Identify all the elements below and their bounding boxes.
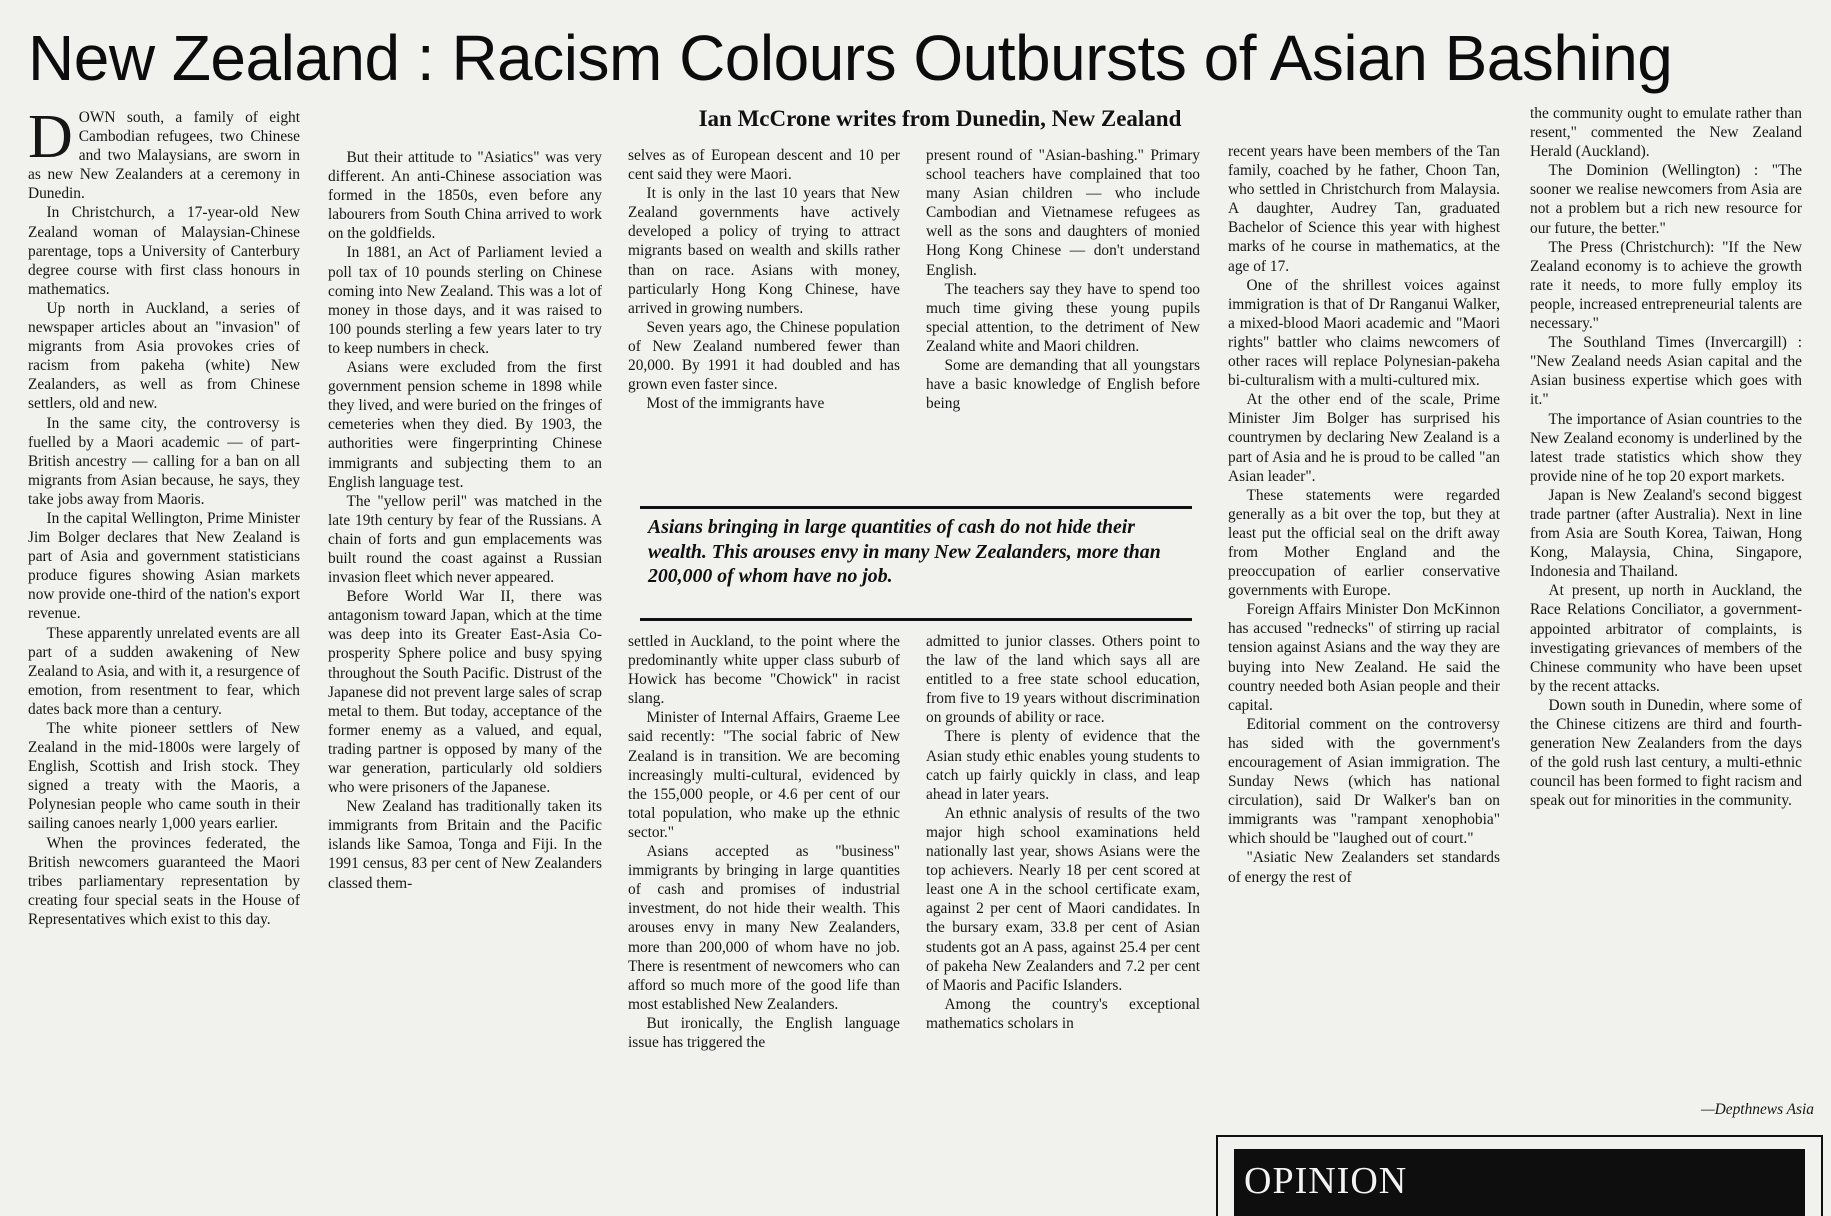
article-paragraph: Asians were excluded from the first government pension scheme in 1898 while they lived, and were buried on the fringes of cemeteries when they died. By 1903, the authorities were fingerprinting Chinese immigrants and subjecting them to an English language test.	[328, 359, 602, 491]
article-column-1	[28, 108, 300, 1190]
article-paragraph: Editorial comment on the controversy has sided with the government's encouragement of Asian immigration. The Sunday News (which has national circulation), said Dr Walker's ban on immigrants was "rampant xenophobia" which should be "laughed out of court."	[1228, 715, 1500, 848]
article-paragraph: selves as of European descent and 10 per cent said they were Maori.	[628, 147, 900, 184]
article-paragraph: The Dominion (Wellington) : "The sooner we realise newcomers from Asia are not a problem but a rich new resource for our future, the better."	[1530, 162, 1802, 237]
article-paragraph: The "yellow peril" was matched in the late 19th century by fear of the Russians. A chain of forts and gun emplacements was built round the coast against a Russian invasion fleet which never appeared.	[328, 492, 602, 587]
article-paragraph: Asians accepted as "business" immigrants by bringing in large quantities of cash and promises of industrial investment, do not hide their wealth. This arouses envy in many New Zealanders, more than 200,000 of whom have no job. There is resentment of newcomers who can afford so much more of the good life than most established New Zealanders.	[628, 843, 900, 1013]
headline: New Zealand : Racism Colours Outbursts of Asian Bashing	[28, 22, 1673, 94]
article-paragraph: An ethnic analysis of results of the two major high school examinations held nationally last year, shows Asians were the top achievers. Nearly 18 per cent scored at least one A in the school certificate exam, against 2 per cent of Maori candidates. In the bursary exam, 33.8 per cent of Asian students got an A pass, against 25.4 per cent of pakeha New Zealanders and 7.2 per cent of Maoris and Pacific Islanders.	[926, 804, 1200, 994]
pullquote-bottom-rule	[640, 618, 1192, 621]
article-paragraph: In 1881, an Act of Parliament levied a poll tax of 10 pounds sterling on Chinese coming into New Zealand. This was a lot of money in those days, and it was raised to 100 pounds sterling a few years later to try to keep numbers in check.	[328, 244, 602, 357]
opinion-label: OPINION	[1244, 1160, 1408, 1202]
article-paragraph: At the other end of the scale, Prime Minister Jim Bolger has surprised his countrymen by declaring New Zealand is a part of Asia and he is proud to be called "an Asian leader".	[1228, 391, 1500, 485]
article-column-5	[1228, 142, 1500, 1128]
article-paragraph: The importance of Asian countries to the New Zealand economy is underlined by the latest trade statistics which show they provide nine of he top 20 export markets.	[1530, 410, 1802, 485]
article-paragraph: These apparently unrelated events are all part of a sudden awakening of New Zealand to Asia, and with it, a resurgence of emotion, from resentment to fear, which dates back more than a century.	[28, 624, 300, 718]
article-column-4-lower	[926, 632, 1200, 1192]
opinion-banner	[1234, 1149, 1805, 1216]
article-column-6	[1530, 104, 1802, 1096]
article-paragraph: When the provinces federated, the British newcomers guaranteed the Maori tribes parliamentary representation by creating four special seats in the House of Representatives which exist to this day.	[28, 834, 300, 928]
article-paragraph: Some are demanding that all youngstars have a basic knowledge of English before being	[926, 357, 1200, 413]
byline: Ian McCrone writes from Dunedin, New Zealand	[698, 106, 1182, 131]
article-paragraph: But their attitude to "Asiatics" was very different. An anti-Chinese association was formed in the 1850s, even before any labourers from South China arrived to work on the goldfields.	[328, 149, 602, 243]
pullquote: Asians bringing in large quantities of cash do not hide their wealth. This arouses envy in many New Zealanders, more than 200,000 of whom have no job.	[648, 516, 1161, 587]
article-paragraph: In the capital Wellington, Prime Minister Jim Bolger declares that New Zealand is part of Asia and government statisticians produce figures showing Asian markets now provide one-third of the nation's export revenue.	[28, 509, 300, 623]
article-paragraph: But ironically, the English language issue has triggered the	[628, 1014, 900, 1051]
signoff-credit: —Depthnews Asia	[1700, 1101, 1814, 1118]
article-paragraph: "Asiatic New Zealanders set standards of energy the rest of	[1228, 849, 1500, 886]
article-paragraph: New Zealand has traditionally taken its immigrants from Britain and the Pacific islands like Samoa, Tonga and Fiji. In the 1991 census, 83 per cent of New Zealanders classed them-	[328, 798, 602, 892]
article-paragraph: settled in Auckland, to the point where the predominantly white upper class suburb of Howick has become "Chowick" in racist slang.	[628, 633, 900, 708]
article-paragraph: In Christchurch, a 17-year-old New Zealand woman of Malaysian-Chinese parentage, tops a University of Canterbury degree course with first class honours in mathematics.	[28, 204, 300, 298]
drop-cap: D	[28, 108, 73, 171]
article-paragraph: Up north in Auckland, a series of newspaper articles about an "invasion" of migrants from Asia provokes cries of racism from pakeha (white) New Zealanders, as well as from Chinese settlers, old and new.	[28, 299, 300, 413]
article-paragraph: DOWN south, a family of eight Cambodian refugees, two Chinese and two Malaysians, are sworn in as new New Zealanders at a ceremony in Dunedin.	[28, 108, 300, 203]
article-paragraph: There is plenty of evidence that the Asian study ethic enables young students to catch up fairly quickly in class, and leap ahead in later years.	[926, 728, 1200, 803]
pullquote-top-rule	[640, 506, 1192, 509]
article-paragraph: The teachers say they have to spend too much time giving these young pupils special attention, to the detriment of New Zealand white and Maori children.	[926, 280, 1200, 355]
article-paragraph: Foreign Affairs Minister Don McKinnon has accused "rednecks" of stirring up racial tension against Asians and the way they are buying into New Zealand. He said the country needed both Asian people and their capital.	[1228, 601, 1500, 714]
article-paragraph: At present, up north in Auckland, the Race Relations Conciliator, a government-appointed arbitrator of complaints, is investigating grievances of members of the Chinese community who have been upset by the recent attacks.	[1530, 582, 1802, 695]
article-paragraph: Among the country's exceptional mathematics scholars in	[926, 995, 1200, 1032]
article-paragraph: recent years have been members of the Tan family, coached by he father, Choon Tan, who settled in Christchurch from Malaysia. A daughter, Audrey Tan, graduated Bachelor of Science this year with highest marks of he course in mathematics, at the age of 17.	[1228, 143, 1500, 275]
article-paragraph: These statements were regarded generally as a bit over the top, but they at least put the official seal on the drift away from Mother England and the preoccupation of earlier conservative governments with Europe.	[1228, 486, 1500, 600]
article-paragraph: Most of the immigrants have	[646, 395, 825, 413]
article-paragraph: Japan is New Zealand's second biggest trade partner (after Australia). Next in line from Asia are South Korea, Taiwan, Hong Kong, Malaysia, China, Singapore, Indonesia and Thailand.	[1530, 486, 1802, 581]
article-paragraph: present round of "Asian-bashing." Primary school teachers have complained that too many Asian children — who include Cambodian and Vietnamese refugees as well as the sons and daughters of monied Hong Kong Chinese — don't understand English.	[926, 147, 1200, 279]
article-paragraph: The Southland Times (Invercargill) : "New Zealand needs Asian capital and the Asian business expertise which goes with it."	[1530, 334, 1802, 409]
article-paragraph: Seven years ago, the Chinese population of New Zealand numbered fewer than 20,000. By 1991 it had doubled and has grown even faster since.	[628, 318, 900, 394]
article-paragraph: the community ought to emulate rather than resent," commented the New Zealand Herald (Auckland).	[1530, 105, 1802, 161]
article-paragraph: admitted to junior classes. Others point to the law of the land which says all are entitled to a free state school education, from five to 19 years without discrimination on grounds of ability or race.	[926, 633, 1200, 727]
article-paragraph: The white pioneer settlers of New Zealand in the mid-1800s were largely of English, Scottish and Irish stock. They signed a treaty with the Maoris, a Polynesian people who came south in their sailing canoes nearly 1,000 years earlier.	[28, 720, 300, 833]
article-paragraph: The Press (Christchurch): "If the New Zealand economy is to achieve the growth rate it needs, to more fully employ its people, increased entrepreneurial talents are necessary."	[1530, 238, 1802, 333]
opinion-section-box	[1216, 1135, 1823, 1216]
article-column-3-lower	[628, 632, 900, 1192]
article-column-2	[328, 148, 602, 1192]
article-column-4-upper	[926, 146, 1200, 494]
article-paragraph: One of the shrillest voices against immigration is that of Dr Ranganui Walker, a mixed-blood Maori academic and "Maori rights" battler who claims newcomers of other races will replace Polynesian-pakeha bi-culturalism with a multi-cultured mix.	[1228, 276, 1500, 390]
article-paragraph: Down south in Dunedin, where some of the Chinese citizens are third and fourth-generation New Zealanders from the days of the gold rush last century, a multi-ethnic council has been formed to fight racism and speak out for minorities in the community.	[1530, 696, 1802, 810]
article-paragraph: It is only in the last 10 years that New Zealand governments have actively developed a policy of trying to attract migrants based on wealth and skills rather than on race. Asians with money, particularly Hong Kong Chinese, have arrived in growing numbers.	[628, 185, 900, 317]
article-paragraph: Before World War II, there was antagonism toward Japan, which at the time was deep into its Greater East-Asia Co-prosperity Sphere police and busy spying throughout the South Pacific. Distrust of the Japanese did not prevent large sales of scrap metal to them. But today, acceptance of the former enemy as a valued, and equal, trading partner is opposed by many of the war generation, particularly old soldiers who were prisoners of the Japanese.	[328, 588, 602, 797]
article-column-3-upper	[628, 146, 900, 494]
article-paragraph: In the same city, the controversy is fuelled by a Maori academic — of part-British ancestry — calling for a ban on all migrants from Asian because, he says, they take jobs away from Maoris.	[28, 414, 300, 508]
article-paragraph: Minister of Internal Affairs, Graeme Lee said recently: "The social fabric of New Zealand is in transition. We are becoming increasingly multi-cultural, evidenced by the 155,000 people, or 4.6 per cent of our total population, who make up the ethnic sector."	[628, 709, 900, 841]
